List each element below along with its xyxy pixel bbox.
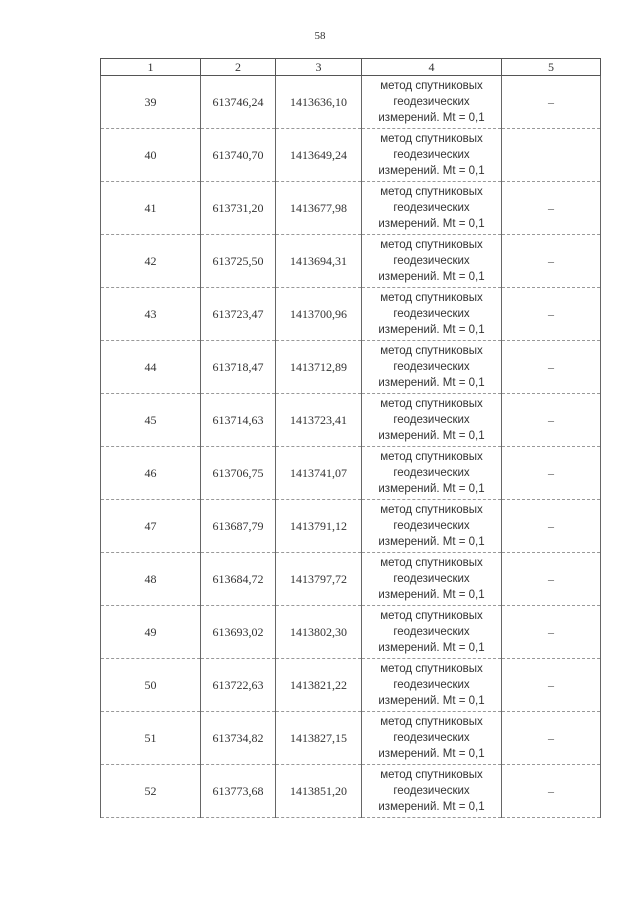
coord-y: 1413851,20 xyxy=(276,765,362,818)
coord-y: 1413694,31 xyxy=(276,235,362,288)
method-line-3: измерений. Mt = 0,1 xyxy=(378,271,485,283)
coord-x: 613731,20 xyxy=(201,182,276,235)
table-row xyxy=(101,288,601,341)
method-line-1: метод спутниковых xyxy=(380,398,483,410)
method-line-2: геодезических xyxy=(393,202,470,214)
coord-y: 1413649,24 xyxy=(276,129,362,182)
point-number: 45 xyxy=(101,394,201,447)
method-line-1: метод спутниковых xyxy=(380,610,483,622)
method-line-3: измерений. Mt = 0,1 xyxy=(378,748,485,760)
method-line-1: метод спутниковых xyxy=(380,663,483,675)
method-line-1: метод спутниковых xyxy=(380,80,483,92)
note-cell: – xyxy=(502,76,601,129)
page-number: 58 xyxy=(314,30,326,42)
method-line-1: метод спутниковых xyxy=(380,769,483,781)
point-number: 41 xyxy=(101,182,201,235)
note-cell: – xyxy=(502,659,601,712)
coord-x: 613693,02 xyxy=(201,606,276,659)
method-line-1: метод спутниковых xyxy=(380,239,483,251)
coord-x: 613722,63 xyxy=(201,659,276,712)
method-line-3: измерений. Mt = 0,1 xyxy=(378,483,485,495)
coord-x: 613714,63 xyxy=(201,394,276,447)
method-line-3: измерений. Mt = 0,1 xyxy=(378,536,485,548)
method-line-2: геодезических xyxy=(393,732,470,744)
method-cell xyxy=(362,76,502,129)
table-row xyxy=(101,447,601,500)
method-line-1: метод спутниковых xyxy=(380,186,483,198)
point-number: 39 xyxy=(101,76,201,129)
coord-y: 1413700,96 xyxy=(276,288,362,341)
table-row xyxy=(101,235,601,288)
table-row xyxy=(101,129,601,182)
method-cell xyxy=(362,553,502,606)
note-cell: – xyxy=(502,235,601,288)
method-line-1: метод спутниковых xyxy=(380,504,483,516)
method-line-3: измерений. Mt = 0,1 xyxy=(378,430,485,442)
method-line-2: геодезических xyxy=(393,96,470,108)
method-line-3: измерений. Mt = 0,1 xyxy=(378,165,485,177)
point-number: 50 xyxy=(101,659,201,712)
coord-y: 1413791,12 xyxy=(276,500,362,553)
table-row xyxy=(101,500,601,553)
point-number: 40 xyxy=(101,129,201,182)
coord-y: 1413677,98 xyxy=(276,182,362,235)
coordinates-table xyxy=(100,58,601,818)
method-cell xyxy=(362,394,502,447)
method-cell xyxy=(362,712,502,765)
note-cell: – xyxy=(502,394,601,447)
method-line-2: геодезических xyxy=(393,467,470,479)
method-line-2: геодезических xyxy=(393,626,470,638)
method-line-3: измерений. Mt = 0,1 xyxy=(378,589,485,601)
note-cell: – xyxy=(502,712,601,765)
header-row xyxy=(101,59,601,76)
method-line-2: геодезических xyxy=(393,520,470,532)
method-line-3: измерений. Mt = 0,1 xyxy=(378,324,485,336)
coord-x: 613723,47 xyxy=(201,288,276,341)
coord-y: 1413802,30 xyxy=(276,606,362,659)
method-line-1: метод спутниковых xyxy=(380,557,483,569)
method-line-1: метод спутниковых xyxy=(380,345,483,357)
coord-x: 613773,68 xyxy=(201,765,276,818)
coord-x: 613725,50 xyxy=(201,235,276,288)
method-cell xyxy=(362,447,502,500)
point-number: 48 xyxy=(101,553,201,606)
method-line-2: геодезических xyxy=(393,679,470,691)
note-cell: – xyxy=(502,606,601,659)
method-cell xyxy=(362,182,502,235)
table-row xyxy=(101,76,601,129)
method-line-3: измерений. Mt = 0,1 xyxy=(378,642,485,654)
table-row xyxy=(101,606,601,659)
point-number: 42 xyxy=(101,235,201,288)
note-cell: – xyxy=(502,553,601,606)
method-line-1: метод спутниковых xyxy=(380,451,483,463)
header-col-4: 4 xyxy=(362,59,502,76)
note-cell: – xyxy=(502,447,601,500)
note-cell: – xyxy=(502,341,601,394)
method-cell xyxy=(362,288,502,341)
table-body xyxy=(101,76,601,818)
method-cell xyxy=(362,235,502,288)
table-row xyxy=(101,712,601,765)
table-row xyxy=(101,659,601,712)
method-cell xyxy=(362,765,502,818)
method-line-3: измерений. Mt = 0,1 xyxy=(378,695,485,707)
point-number: 46 xyxy=(101,447,201,500)
point-number: 51 xyxy=(101,712,201,765)
coord-y: 1413797,72 xyxy=(276,553,362,606)
header-col-3: 3 xyxy=(276,59,362,76)
method-line-2: геодезических xyxy=(393,255,470,267)
method-line-3: измерений. Mt = 0,1 xyxy=(378,377,485,389)
coord-x: 613684,72 xyxy=(201,553,276,606)
note-cell: – xyxy=(502,288,601,341)
method-line-2: геодезических xyxy=(393,361,470,373)
method-line-2: геодезических xyxy=(393,785,470,797)
point-number: 43 xyxy=(101,288,201,341)
coord-x: 613706,75 xyxy=(201,447,276,500)
method-line-1: метод спутниковых xyxy=(380,716,483,728)
method-line-3: измерений. Mt = 0,1 xyxy=(378,218,485,230)
table-row xyxy=(101,553,601,606)
table-row xyxy=(101,765,601,818)
coord-y: 1413723,41 xyxy=(276,394,362,447)
note-cell xyxy=(502,129,601,182)
table-row xyxy=(101,394,601,447)
method-line-1: метод спутниковых xyxy=(380,133,483,145)
note-cell: – xyxy=(502,500,601,553)
coord-y: 1413712,89 xyxy=(276,341,362,394)
point-number: 49 xyxy=(101,606,201,659)
method-cell xyxy=(362,659,502,712)
header-col-2: 2 xyxy=(201,59,276,76)
coord-x: 613687,79 xyxy=(201,500,276,553)
method-line-2: геодезических xyxy=(393,149,470,161)
method-cell xyxy=(362,129,502,182)
note-cell: – xyxy=(502,765,601,818)
table-row xyxy=(101,182,601,235)
table-row xyxy=(101,341,601,394)
coord-x: 613718,47 xyxy=(201,341,276,394)
coord-x: 613734,82 xyxy=(201,712,276,765)
method-line-3: измерений. Mt = 0,1 xyxy=(378,112,485,124)
method-cell xyxy=(362,341,502,394)
method-line-2: геодезических xyxy=(393,414,470,426)
method-cell xyxy=(362,606,502,659)
method-line-2: геодезических xyxy=(393,308,470,320)
coord-y: 1413821,22 xyxy=(276,659,362,712)
coord-x: 613740,70 xyxy=(201,129,276,182)
note-cell: – xyxy=(502,182,601,235)
method-line-3: измерений. Mt = 0,1 xyxy=(378,801,485,813)
method-line-1: метод спутниковых xyxy=(380,292,483,304)
method-line-2: геодезических xyxy=(393,573,470,585)
coord-x: 613746,24 xyxy=(201,76,276,129)
method-cell xyxy=(362,500,502,553)
coord-y: 1413827,15 xyxy=(276,712,362,765)
coord-y: 1413636,10 xyxy=(276,76,362,129)
header-col-5: 5 xyxy=(502,59,601,76)
table-header xyxy=(101,59,601,76)
point-number: 47 xyxy=(101,500,201,553)
point-number: 52 xyxy=(101,765,201,818)
coord-y: 1413741,07 xyxy=(276,447,362,500)
header-col-1: 1 xyxy=(101,59,201,76)
point-number: 44 xyxy=(101,341,201,394)
